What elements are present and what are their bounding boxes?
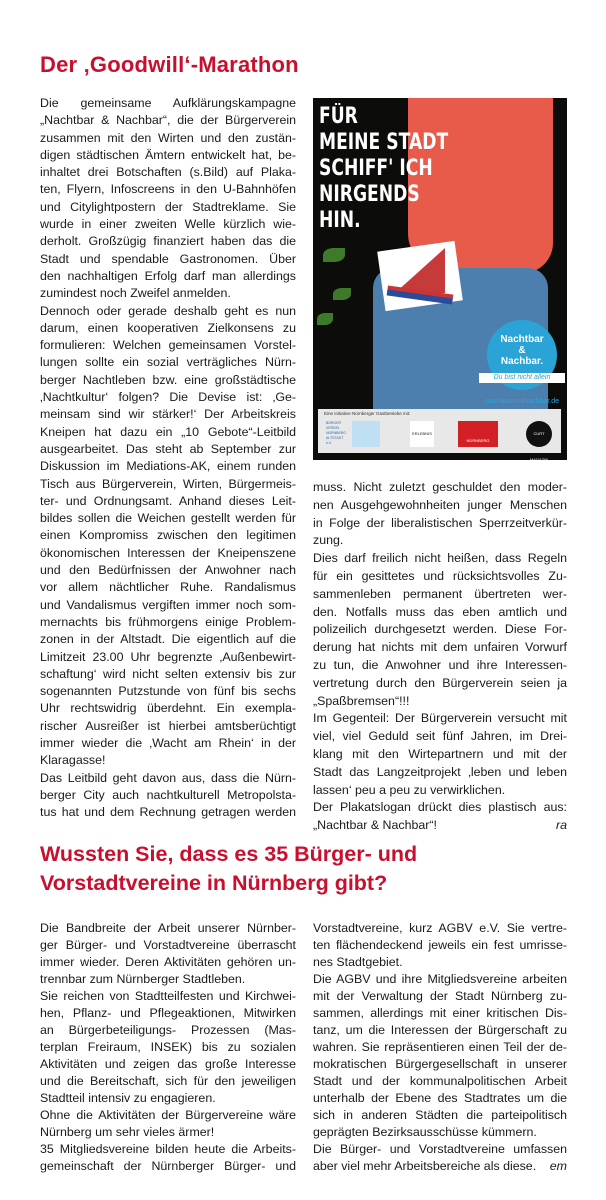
text-line-content: digen städtischen Ämtern entwickelt hat, be- [40,147,296,162]
text-line [313,728,567,746]
text-line [313,799,567,817]
logo-wave [352,421,380,447]
text-line [313,1158,567,1175]
text-line [40,95,296,112]
text-line-content: vertretung durch den Bürgerverein seien ja [313,675,567,690]
text-line-content: darum, einen kooperativen Zielkonsens zu [40,320,296,335]
text-line [40,164,296,181]
text-line [40,337,296,354]
text-line-content: mernachts bis frühmorgens einige Problem- [40,614,296,629]
text-line-content: ten flächendeckend jeweils ein fest umrisse- [313,938,567,952]
text-line [313,497,567,515]
text-line-content: immer wieder die ‚Wacht am Rhein‘ in der [40,735,296,750]
text-line [40,1141,296,1158]
text-line [313,817,567,835]
text-line [40,988,296,1005]
text-line [40,614,296,631]
text-line [40,233,296,250]
article-title: Der ‚Goodwill‘-Marathon [40,52,299,77]
text-line [40,1039,296,1056]
text-line [313,988,567,1005]
paragraph [313,710,567,799]
text-line [40,700,296,717]
text-line-content: und Vandalismus vergiften immer noch som- [40,597,296,612]
text-line [313,920,567,937]
text-line [40,285,296,302]
text-line-content: ausgearbeitet. Das steht ab September zur [40,441,296,456]
text-line-content: Die Bandbreite der Arbeit unserer Nürnber- [40,921,296,935]
text-line-content: und Citylightpostern der Stadtreklame. Sie [40,199,296,214]
text-line-content: inhaltet drei Botschaften (s.Bild) auf Plaka- [40,165,296,180]
text-line-content: derholt. Großzügig finanziert haben das die [40,234,296,249]
text-line-content: bildes sollen die Weichen gestellt werden für [40,511,296,526]
text-line-content: Stadt und der kommunalpolitischen Arbeit [313,1074,567,1088]
text-line-content: lungen sollte ein sozial verträgliches Nürn- [40,355,296,370]
text-line [40,476,296,493]
text-line-content: „Nachtbar & Nachbar“! [313,818,437,833]
text-line-content: nen Ausgehgewohnheiten junger Menschen [313,497,567,512]
text-line [40,804,296,821]
text-line [40,631,296,648]
paragraph [313,920,567,971]
paragraph [40,770,296,839]
text-line-content: an Bürgerbeteiligungs- Prozessen (Mas- [40,1023,296,1037]
text-line [40,718,296,735]
text-line-content: trennbar zum Nürnberger Stadtleben. [40,972,246,986]
text-line [40,1073,296,1090]
text-line [40,181,296,198]
text-line [40,268,296,285]
paragraph [313,550,567,710]
text-line-content: Der Plakatslogan drückt dies plastisch aus: [313,800,567,815]
text-line-content: Die AGBV und ihre Mitgliedsvereine arbeiten [313,972,567,986]
text-line [40,1175,296,1192]
text-line [40,787,296,804]
text-line-content: formulieren: Welchen gemeinsamen Vorstel- [40,338,296,353]
text-line [313,1090,567,1107]
paragraph [40,303,296,770]
text-line-content: Stadt das Langzeitprojekt ‚leben und leben [313,764,567,779]
text-line-content: sammen, allerdings mit einer kritischen Dis- [313,1006,567,1020]
text-line [40,821,296,838]
leaf [323,248,345,262]
text-line-content: immer wieder. Deren Aktivitäten gehören un- [40,955,296,969]
text-line [313,604,567,622]
text-line [313,568,567,586]
text-line-content: muss. Nicht zuletzt geschuldet den moder- [313,480,567,494]
text-line-content: Sie reichen von Stadtteilfesten und Kirchwei- [40,989,296,1003]
logo-curt [526,421,552,460]
text-line-content: Kneipen hat dazu ein „10 Gebote“-Leitbild [40,424,296,439]
campaign-poster [313,98,567,460]
text-line-content: 35 Mitgliedsvereine bilden heute die Arbeits- [40,1142,296,1156]
text-line [40,1005,296,1022]
text-line-content: zu tun, die Anwohner und ihre Interessen- [313,657,567,672]
text-line-content: gemeinschaft der Nürnberger Bürger- und [40,1159,296,1173]
paragraph [313,1141,567,1175]
text-line-content: Die Bürger- und Vorstadtvereine umfassen [313,1142,567,1156]
text-line-content: wurde in einer zweiten Welle kürzlich wie- [40,217,296,232]
text-line-content: viel, viel Geduld seit fünf Jahren, im Drei- [313,729,567,744]
text-line-content: und den Bedürfnissen der Anwohner nach [40,563,296,578]
paragraph [313,799,567,835]
text-line [313,746,567,764]
text-line [40,406,296,423]
text-line [40,147,296,164]
text-line [40,937,296,954]
text-line [40,1124,296,1141]
text-line-content: ‚Nachtkultur‘ folgen? Die Devise ist: ‚Ge- [40,390,296,405]
text-line [313,1124,567,1141]
text-line-content: sogenannten Putzstunde von fünf bis sechs [40,684,296,699]
paragraph [40,1141,296,1192]
poster-headline-line: NIRGENDS [319,182,420,207]
text-line [313,764,567,782]
leaf [317,313,333,325]
author-signature: ra [555,818,567,833]
text-line-content: schaftung‘ wird nicht selten extensiv bis zur [40,666,296,681]
text-line [313,657,567,675]
text-line [40,1090,296,1107]
text-line [40,597,296,614]
article-title [40,840,417,898]
text-line [40,954,296,971]
text-line-content: vor allem nächtlicher Ruhe. Randalismus [40,580,296,595]
text-line-content: ger Bürger- und Vorstadtvereine überrascht [40,938,296,952]
text-line-content: Stadtteil intensiv zu engagieren. [40,1091,216,1105]
poster-headline [319,104,448,234]
boat-sail [395,248,445,293]
text-line-content: terplan Freiraum, INSEK) bis zu sozialen [40,1040,296,1054]
paragraph [313,479,567,550]
text-line [313,954,567,971]
text-line-content: Uhr rechtswidrig überdehnt. Ein exempla- [40,701,296,716]
text-line [313,1141,567,1158]
text-line-content: Ohne die Aktivitäten der Bürgervereine wäre [40,1108,296,1122]
paragraph [40,920,296,988]
text-line [40,441,296,458]
initiative-label: Eine Initiative Nürnberger Gastbetriebe mit: [324,411,411,416]
text-line [40,216,296,233]
text-line [313,1073,567,1090]
text-line-content: zonen in der Altstadt. Die eigentlich auf die [40,632,296,647]
author-signature: em [549,1159,567,1173]
text-line-content: Nürnberg um sehr vieles ärmer! [40,1125,215,1139]
text-line [313,693,567,711]
text-line [313,1005,567,1022]
logo-text: NÜRNBERG [466,438,490,443]
title-line: Vorstadtvereine in Nürnberg gibt? [40,871,388,895]
text-line-content: ter- und Ordnungsamt. Anhand dieses Leit- [40,493,296,508]
text-line-content: Klaragasse! [40,753,106,768]
text-line-content: sich in anderen Städten die parteipolitisch [313,1108,567,1122]
article-column-left [40,920,296,1192]
text-line-content: mit der Verwaltung der Stadt Nürnberg zu- [313,989,567,1003]
text-line-content: tanz, um die Interessen der Bürgerschaft zu [313,1023,567,1037]
text-line-content: einen Kompromiss zwischen den legitimen [40,528,296,543]
text-line [40,971,296,988]
text-line-content: meinsam sind wir stärker!‘ Der Arbeitskreis [40,407,296,422]
text-line-content: Die gemeinsame Aufklärungskampagne [40,96,296,110]
text-line-content: zusammen mit den Wirten und den zustän- [40,130,296,145]
text-line-content: ten, Flyern, Infoscreens in den U-Bahnhöfen [40,182,296,197]
text-line [40,112,296,129]
logo-erlebnis [410,421,434,447]
logo-text: ERLEBNIS [412,431,432,436]
text-line [40,389,296,406]
title-line: Wussten Sie, dass es 35 Bürger- und [40,842,418,866]
text-line-content: aber viel mehr Arbeitsbereiche als diese. [313,1159,537,1173]
text-line [40,683,296,700]
text-line [313,675,567,693]
text-line [40,1158,296,1175]
text-line-content: Dennoch oder gerade deshalb geht es nun [40,303,296,318]
text-line [40,1022,296,1039]
paragraph [40,1107,296,1141]
text-line [313,639,567,657]
article-column-right [313,479,567,835]
text-line [40,354,296,371]
text-line-content: für ein gesittetes und rücksichtsvolles Zu- [313,568,567,583]
badge-tagline: Du bist nicht allein [479,373,565,383]
article-column-right [313,920,567,1175]
paragraph [40,988,296,1107]
text-line [313,971,567,988]
text-line-content: Tisch aus Bürgerverein, Wirten, Bürgermeis- [40,476,296,491]
text-line [313,586,567,604]
text-line [40,752,296,769]
text-line [313,710,567,728]
poster-url: nachtbarundnachbar.de [485,398,559,405]
text-line-content: hen, Pflanz- und Pflegeaktionen, Mitwirken [40,1006,296,1020]
text-line-content: polizeilich durchgesetzt werden. Diese For- [313,622,567,637]
sponsor-strip [318,409,561,460]
article-column-left [40,95,296,839]
text-line [40,130,296,147]
campaign-badge [487,320,557,390]
poster-headline-line: FÜR [319,104,358,129]
text-line [40,1107,296,1124]
text-line-content: Vorstadtvereine, kurz AGBV e.V. Sie vertre- [313,921,567,935]
paragraph [313,971,567,1141]
text-line [40,493,296,510]
text-line [40,666,296,683]
text-line [40,510,296,527]
text-line-content: unterhalb der Ebene des Stadtrates um die [313,1091,567,1105]
text-line [313,1022,567,1039]
badge-line: & [518,345,526,356]
text-line [313,1039,567,1056]
text-line-content: berger Nachtleben bzw. eine großstädtische [40,372,296,387]
poster-headline-line: MEINE STADT [319,130,449,155]
text-line [313,621,567,639]
text-line-content: den nachhaltigen Erfolg darf man allerdings [40,268,296,283]
text-line [313,532,567,550]
text-line-content: geprägten Bezirksausschüsse kümmern. [313,1125,537,1139]
text-line [313,515,567,533]
badge-line: Nachbar. [500,356,544,367]
text-line [40,458,296,475]
text-line [313,937,567,954]
text-line-content: Diskussion im Mediations-AK, einem runden [40,459,296,474]
text-line-content: wahren. Sie repräsentieren einen Teil der de- [313,1040,567,1054]
text-line-content: berger City auch nachtkulturell Metropolsta- [40,787,296,802]
text-line [40,372,296,389]
text-line-content: derung hat nichts mit dem unfairen Vorwurf [313,640,567,655]
paragraph [40,95,296,303]
text-line [40,735,296,752]
text-line-content: Das Leitbild geht davon aus, dass die Nürn- [40,770,296,785]
poster-headline-line: SCHIFF' ICH [319,156,433,181]
text-line [313,782,567,800]
text-line [40,1056,296,1073]
poster-headline-line: HIN. [319,208,361,233]
text-line [40,527,296,544]
text-line-content: mokratischen Bürgergesellschaft in unserer [313,1057,567,1071]
badge-line: Nachtbar [500,334,544,345]
text-line-content: Aktivitäten und zeigen das große Interesse [40,1057,296,1071]
logo-nuernberg [458,421,498,447]
text-line-content: „Nachtbar & Nachbar“, die der Bürgerverein [40,113,296,128]
text-line-content: und die Bereitschaft, sich für den jeweiligen [40,1074,296,1088]
text-line [313,1056,567,1073]
logo-text: BÜRGER VEREIN NÜRNBERG ALTSTADT e.V. [326,421,347,445]
leaf [333,288,351,300]
text-line-content: klang mit den Wirtepartnern und mit der [313,746,567,761]
text-line-content: sammenleben permanent übertreten wer- [313,586,567,601]
text-line-content: Limitzeit 23.00 Uhr begrenzte ‚Außenbewirt- [40,649,296,664]
text-line-content: rischer Ausreißer ist hierbei amtsberüchtigt [40,718,296,733]
text-line-content: den. Notfalls muss das eben amtlich und [313,604,567,619]
text-line-content: lassen‘ peu a peu zu verwirklichen. [313,782,506,797]
text-line [40,303,296,320]
logo-text: CURT MAGAZIN [529,431,549,460]
text-line [313,550,567,568]
text-line [40,320,296,337]
text-line [40,424,296,441]
text-line-content: Dies darf freilich nicht heißen, dass Regeln [313,551,567,566]
text-line-content: zung. [313,533,344,548]
text-line [40,649,296,666]
text-line [313,1107,567,1124]
text-line [40,251,296,268]
text-line-content: in Folge der liberalistischen Sperrzeitverkür- [313,515,567,530]
text-line-content: ökonomischen Interessen der Kneipenszene [40,545,296,560]
text-line [40,199,296,216]
text-line-content: zumindest noch Zweifel anmelden. [40,286,231,301]
text-line-content: nes Stadtgebiet. [313,955,403,969]
text-line-content: „Spaßbremsen“!!! [313,693,410,708]
text-line [40,770,296,787]
text-line [313,479,567,497]
text-line [40,579,296,596]
text-line [40,562,296,579]
text-line [40,545,296,562]
text-line-content: tus hat und dem Rechnung getragen werden [40,805,296,820]
text-line-content: Im Gegenteil: Der Bürgerverein versucht mit [313,711,567,726]
text-line-content: Stadt und spendable Gastronomen. Über [40,251,296,266]
text-line [40,920,296,937]
